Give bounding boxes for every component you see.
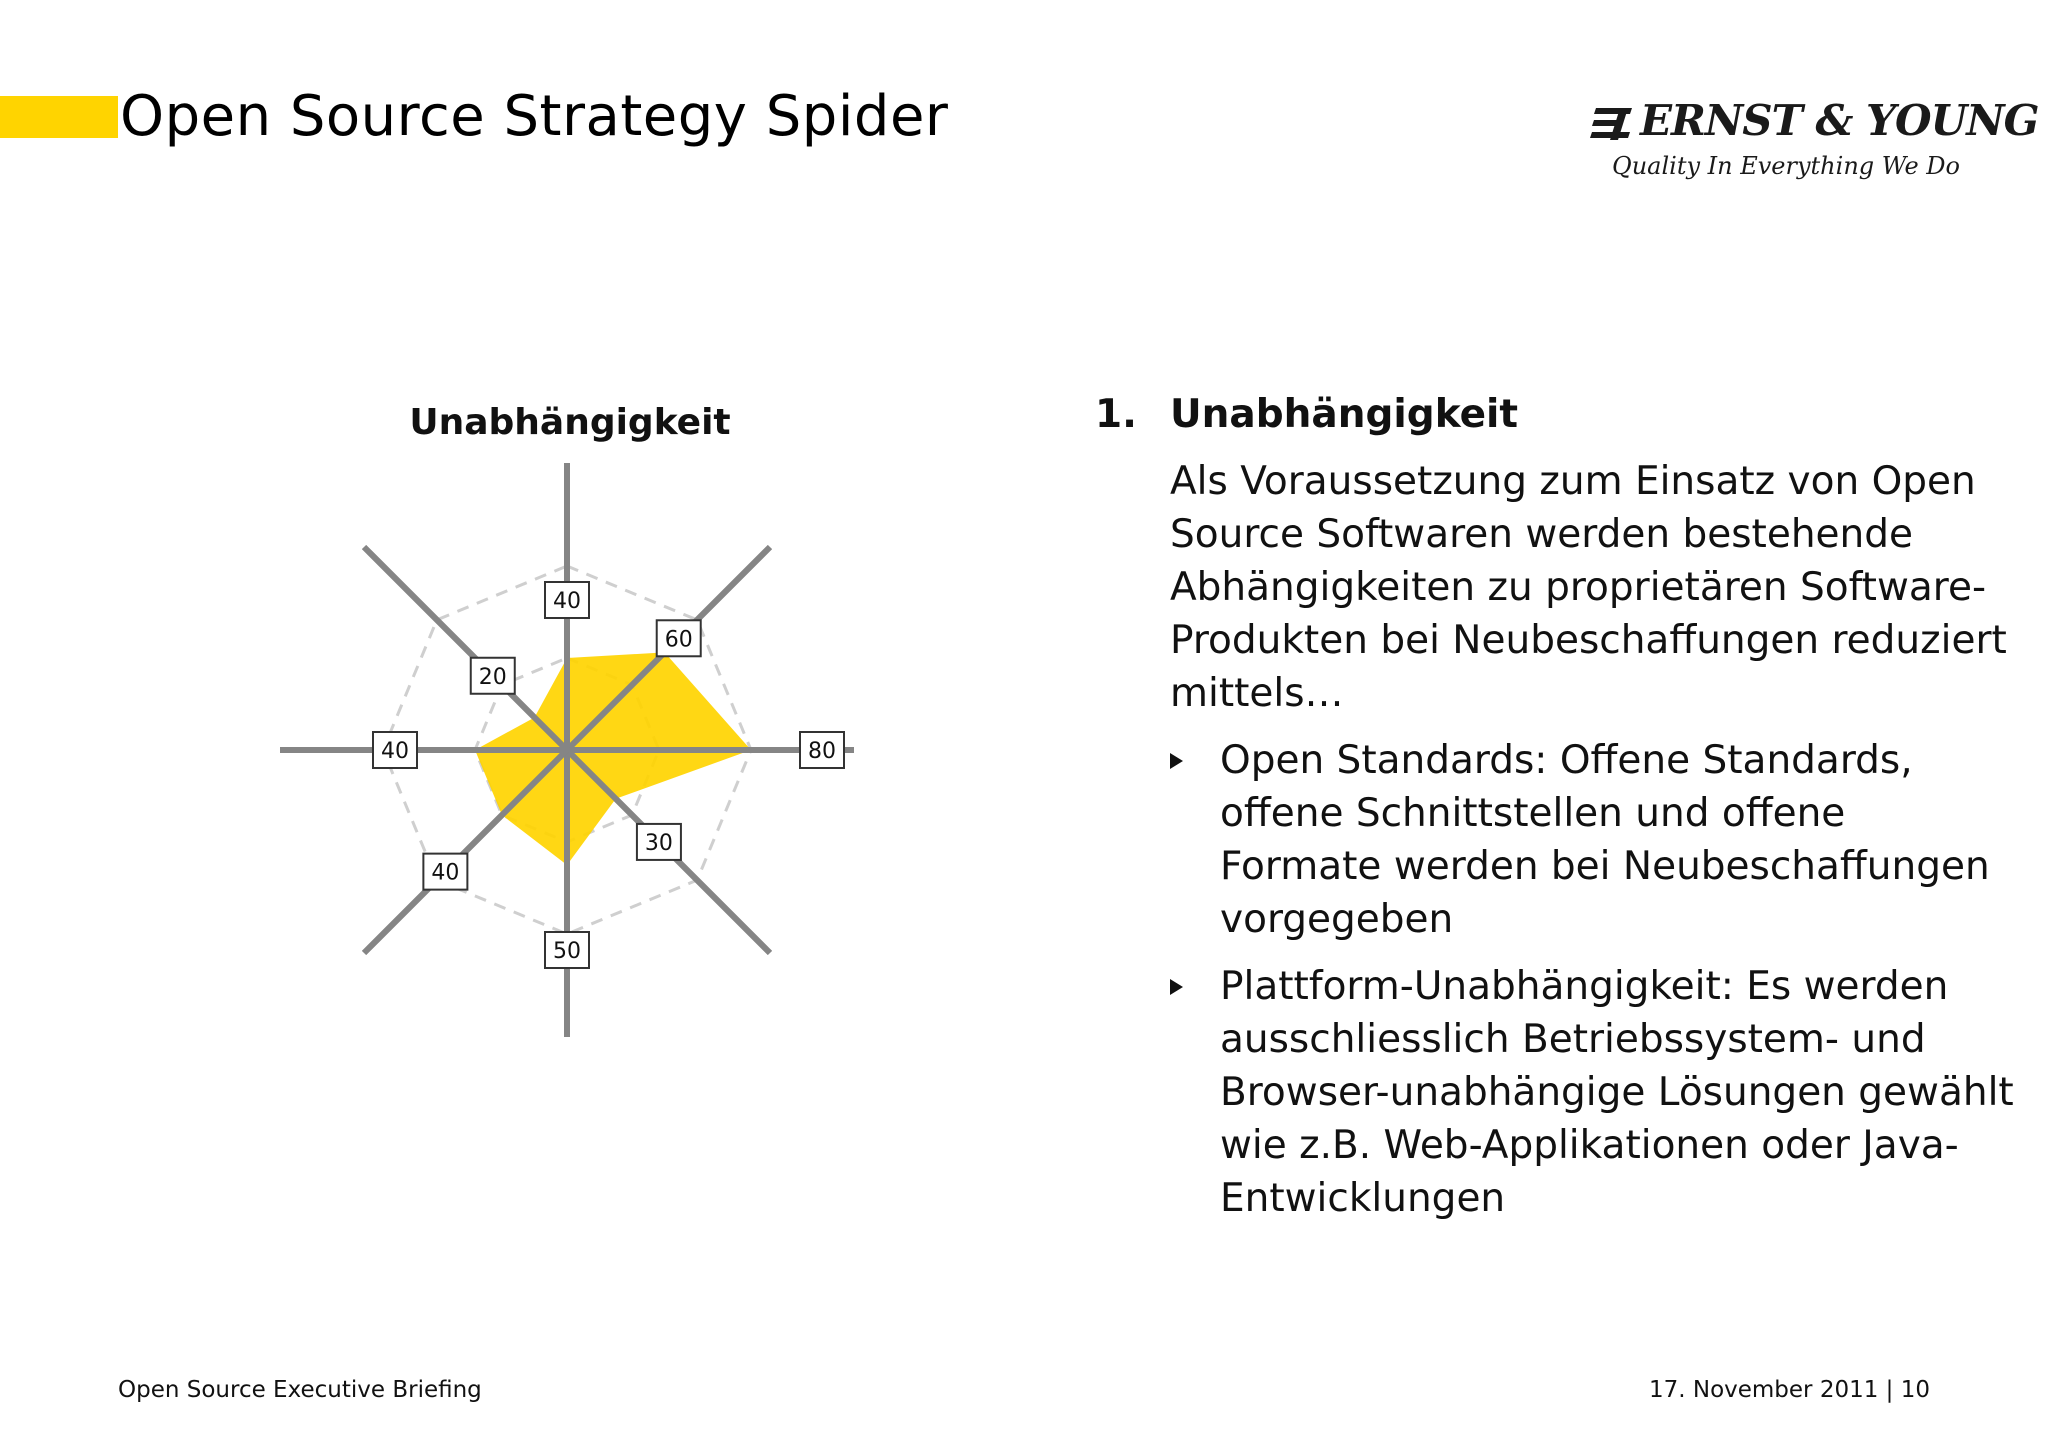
value-label-text: 40 xyxy=(381,739,409,764)
logo-mark-icon xyxy=(1590,106,1634,142)
value-label-text: 40 xyxy=(553,589,581,614)
value-label-se xyxy=(637,824,681,860)
section-heading xyxy=(1095,392,2015,437)
value-label-ne xyxy=(657,620,701,656)
value-label-text: 80 xyxy=(808,739,836,764)
footer-left: Open Source Executive Briefing xyxy=(118,1377,482,1403)
bullet-triangle-icon xyxy=(1170,753,1183,769)
section-number: 1. xyxy=(1095,392,1137,437)
bullet-item xyxy=(1170,734,2015,946)
value-label-s xyxy=(545,932,589,968)
value-label-e xyxy=(800,732,844,768)
value-label-n xyxy=(545,582,589,618)
bullet-triangle-icon xyxy=(1170,979,1183,995)
value-label-text: 30 xyxy=(644,830,673,856)
company-logo xyxy=(1590,96,2039,186)
data-area xyxy=(475,652,751,865)
section-intro: Als Voraussetzung zum Einsatz von Open Source Softwaren werden bestehende Abhängigkeiten zu proprietären Software-Produkten bei Neubeschaffungen reduziert mittels… xyxy=(1170,459,2007,716)
spider-chart xyxy=(270,450,870,1050)
bullet-list xyxy=(1170,734,2015,1225)
value-label-nw xyxy=(471,658,515,694)
value-label-text: 50 xyxy=(553,939,581,964)
value-label-text: 20 xyxy=(478,664,507,690)
bullet-text: Plattform-Unabhängigkeit: Es werden ausschliesslich Betriebssystem- und Browser-unabhängige Lösungen gewählt wie z.B. Web-Applikationen oder Java-Entwicklungen xyxy=(1220,964,2014,1221)
logo-tagline: Quality In Everything We Do xyxy=(1612,152,1960,180)
chart-title: Unabhängigkeit xyxy=(409,402,731,443)
logo-name: ERNST & YOUNG xyxy=(1640,96,2039,145)
bullet-item xyxy=(1170,960,2015,1225)
content-section xyxy=(1095,392,2015,1239)
page-title: Open Source Strategy Spider xyxy=(120,84,949,149)
bullet-text: Open Standards: Offene Standards, offene Schnittstellen und offene Formate werden bei Neubeschaffungen vorgegeben xyxy=(1220,738,1990,942)
footer-page-info: 17. November 2011 | 10 xyxy=(1648,1377,1930,1403)
section-heading-text: Unabhängigkeit xyxy=(1170,392,1519,437)
value-label-text: 40 xyxy=(431,860,460,886)
value-label-w xyxy=(373,732,417,768)
value-label-sw xyxy=(423,854,467,890)
value-label-text: 60 xyxy=(664,627,693,653)
title-accent-bar xyxy=(0,96,118,138)
